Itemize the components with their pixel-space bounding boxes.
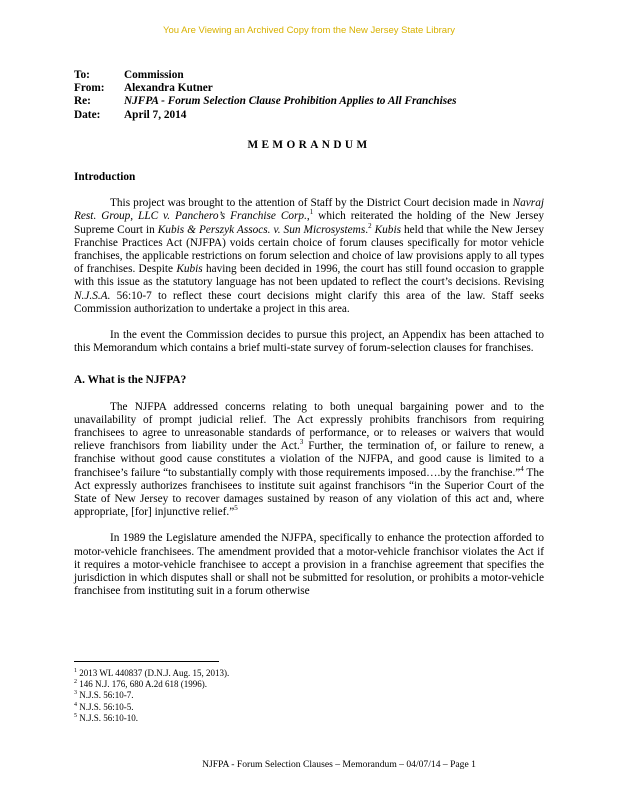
to-label: To: (74, 69, 90, 81)
section-a-paragraph-1: The NJFPA addressed concerns relating to both unequal bargaining power and to the unavailability of prompt judicial relief. The Act expressly prohibits franchisors from requiring franchisees to agree to unreasonable standards of performance, or to releases or waivers that would relieve franchisors from liability under the Act.$^3$ Further, the termination of, or failure to renew, a franchise without good cause constitutes a violation of the NJFPA, and good cause is limited to a franchisee’s failure “to substantially comply with those requirements imposed….by the franchise.”$^4$ The Act expressly authorizes franchisees to institute suit against franchisors “in the Superior Court of the State of New Jersey to recover damages sustained by reason of any violation of this act and, where appropriate, [for] injunctive relief.”$^5$ (74, 400, 544, 519)
from-label: From: (74, 82, 105, 95)
footnote-ref-3[interactable]: 3 (299, 438, 304, 447)
from-value: Alexandra Kutner (124, 82, 213, 95)
header-date (74, 109, 544, 122)
date-value: April 7, 2014 (124, 108, 187, 121)
re-label: Re: (74, 95, 91, 108)
section-a-paragraph-2: In 1989 the Legislature amended the NJFPA, specifically to enhance the protection afforded to motor-vehicle franchisees. The amendment provided that a motor-vehicle franchisor violates the Act if it requires a motor-vehicle franchisee to accept a provision in a franchise agreement that specifies the jurisdiction in which disputes shall or shall not be submitted for resolution, or prohibits a motor-vehicle franchisee from instituting suit in a forum otherwise (74, 532, 544, 598)
header-re (74, 95, 544, 108)
intro-heading: Introduction (74, 171, 136, 184)
footnote-ref-1[interactable]: 1 (309, 208, 314, 217)
section-a-heading: A. What is the NJFPA? (74, 374, 187, 387)
header-from (74, 82, 544, 95)
footnote-ref-5[interactable]: 5 (234, 504, 238, 513)
archive-banner: You Are Viewing an Archived Copy from the New Jersey State Library (162, 25, 455, 36)
re-value: NJFPA - Forum Selection Clause Prohibition Applies to All Franchises (124, 95, 457, 108)
to-value: Commission (124, 69, 184, 81)
footnote-divider (74, 661, 219, 662)
intro-paragraph-1: This project was brought to the attention of Staff by the District Court decision made in Navraj Rest. Group, LLC v. Panchero’s Franchise Corp.,$^1$ which reiterated the holding of the New Jersey Supreme Court in Kubis & Perszyk Assocs. v. Sun Microsystems.$^2$ Kubis held that while the New Jersey Franchise Practices Act (NJFPA) voids certain choice of forum clauses specifically for motor vehicle franchises, the applicable restrictions on forum selection and choice of law provisions apply to all types of franchises. Despite Kubis having been decided in 1996, the court has still found occasion to grapple with this issue as the statutory language has not been updated to reflect the court’s decisions. Revising N.J.S.A. 56:10-7 to reflect these court decisions might clarify this area of the law. Staff seeks Commission authorization to undertake a project in this area. (74, 197, 544, 315)
footnote-1: $^1$ 2013 WL 440837 (D.N.J. Aug. 15, 2013). (74, 668, 230, 678)
header-to (74, 69, 544, 82)
date-label: Date: (74, 108, 101, 121)
footnote-2: $^2$ 146 N.J. 176, 680 A.2d 618 (1996). (74, 679, 207, 690)
page-footer: NJFPA - Forum Selection Clauses – Memorandum – 04/07/14 – Page 1 (202, 759, 476, 770)
footnote-4: $^4$ N.J.S. 56:10-5. (74, 701, 134, 712)
intro-paragraph-2: In the event the Commission decides to pursue this project, an Appendix has been attached to this Memorandum which contains a brief multi-state survey of forum-selection clauses for franchises. (74, 329, 544, 355)
footnote-ref-2[interactable]: 2 (368, 221, 372, 230)
memo-title: MEMORANDUM (247, 138, 371, 151)
footnote-5: $^5$ N.J.S. 56:10-10. (74, 712, 139, 723)
footnote-3: $^3$ N.J.S. 56:10-7. (74, 690, 134, 701)
memo-body (74, 69, 544, 599)
footnotes (74, 661, 544, 724)
footnote-ref-4[interactable]: 4 (520, 464, 524, 473)
